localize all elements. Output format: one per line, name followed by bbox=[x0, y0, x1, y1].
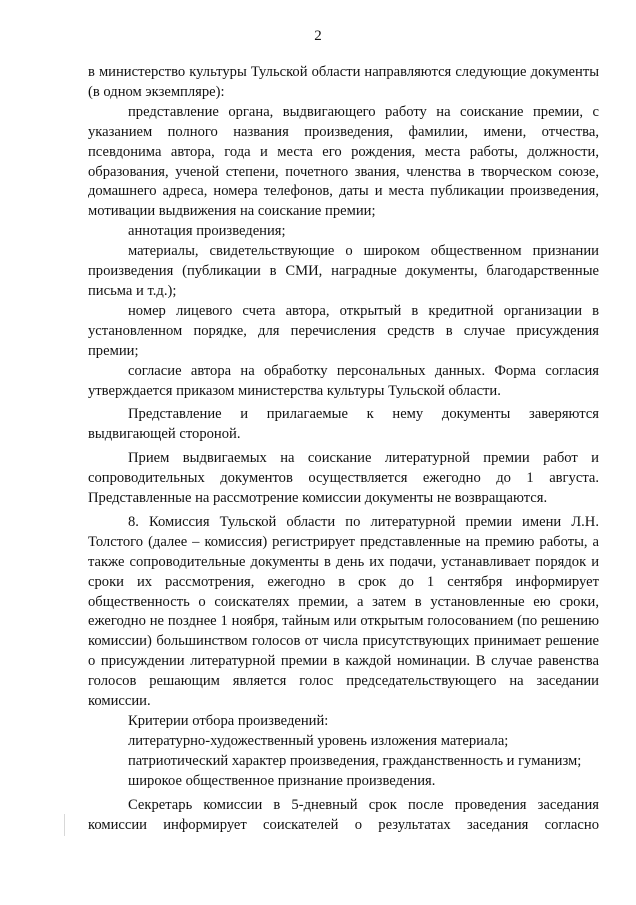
paragraph-deadline: Прием выдвигаемых на соискание литературной премии работ и сопроводительных документов осуществляется ежегодно до 1 августа. Представленные на рассмотрение комиссии документы не возвращаются. bbox=[88, 450, 599, 507]
page-number: 2 bbox=[314, 28, 322, 44]
paragraph-materials: материалы, свидетельствующие о широком общественном признании произведения (публикации в СМИ, наградные документы, благодарственные письма и т.д.); bbox=[88, 243, 599, 299]
paragraph-commission: 8. Комиссия Тульской области по литературной премии имени Л.Н. Толстого (далее – комиссия) регистрирует представленные на премию работы, а также сопроводительные документы в день их подачи, устанавливает порядок и сроки их рассмотрения, ежегодно в срок до 1 сентября информирует общественность о соискателях премии, а затем в установленные ею сроки, ежегодно не позднее 1 ноября, тайным или открытым голосованием (по решению комиссии) большинством голосов от числа присутствующих принимает решение о присуждении литературной премии в каждой номинации. В случае равенства голосов решающим является голос председательствующего на заседании комиссии. bbox=[88, 513, 599, 710]
paragraph-criteria-heading: Критерии отбора произведений: bbox=[128, 713, 329, 729]
paragraph-documents-intro: в министерство культуры Тульской области направляются следующие документы (в одном экземпляре): bbox=[88, 64, 599, 100]
paragraph-consent: согласие автора на обработку персональных данных. Форма согласия утверждается приказом министерства культуры Тульской области. bbox=[88, 362, 599, 399]
paragraph-secretary: Секретарь комиссии в 5-дневный срок после проведения заседания комиссии информирует соискателей о результатах заседания согласно bbox=[88, 796, 599, 833]
paragraph-annotation: аннотация произведения; bbox=[128, 223, 286, 240]
paragraph-criterion-literary-level: литературно-художественный уровень изложения материала; bbox=[128, 732, 509, 749]
document-body bbox=[88, 63, 599, 835]
paragraph-bank-account: номер лицевого счета автора, открытый в кредитной организации в установленном порядке, для перечисления средств в случае присуждения премии; bbox=[88, 302, 599, 359]
paragraph-criterion-recognition: широкое общественное признание произведения. bbox=[128, 772, 436, 789]
paragraph-submission: представление органа, выдвигающего работу на соискание премии, с указанием полного названия произведения, фамилии, имени, отчества, псевдонима автора, года и места его рождения, места работы, должности, образования, ученой степени, почетного звания, членства в творческом союзе, домашнего адреса, номера телефонов, даты и места публикации произведения, мотивации выдвижения на соискание премии; bbox=[88, 103, 599, 220]
scan-artifact bbox=[64, 814, 65, 836]
paragraph-certification: Представление и прилагаемые к нему документы заверяются выдвигающей стороной. bbox=[88, 406, 599, 443]
paragraph-criterion-patriotic: патриотический характер произведения, гражданственность и гуманизм; bbox=[128, 752, 582, 769]
